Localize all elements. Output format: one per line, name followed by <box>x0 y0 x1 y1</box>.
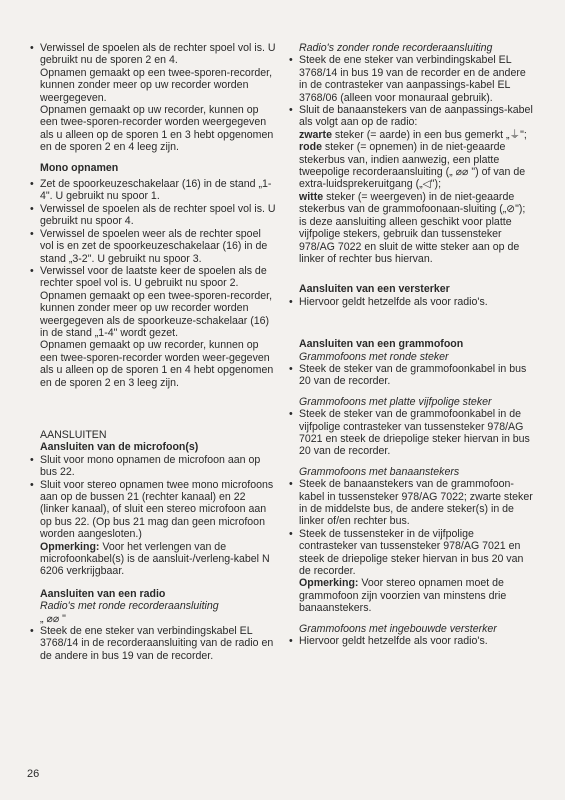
list-item: • Sluit voor stereo opnamen twee mono microfoons aan op de bussen 21 (rechter kanaal) en 22 (linker kanaal), of sluit een stereo microfoon aan op bus 22. (Op bus 21 mag dan geen microfoon worden aangesloten.) <box>30 479 276 541</box>
subheading: Radio's zonder ronde recorderaansluiting <box>299 42 493 54</box>
note-label: Opmerking: <box>40 540 100 553</box>
list-item: • Zet de spoorkeuzeschakelaar (16) in de stand „1-4". U gebruikt nu spoor 1. <box>30 178 276 203</box>
list-item: • Verwissel de spoelen als de rechter spoel vol is. U gebruikt nu de sporen 2 en 4. <box>30 42 276 67</box>
section-heading-microphone: Aansluiten van de microfoon(s) <box>40 441 199 454</box>
list-item: • Steek de steker van de grammofoonkabel in de vijfpolige contrasteker van tussensteker 978/AG 7021 en steek de driepolige steker hiervan in bus 20 van de recorder. <box>289 408 534 458</box>
paragraph: Opnamen gemaakt op uw recorder, kunnen op een twee-sporen-recorder worden weer-gegeven als u alleen op de sporen 1 en 4 hebt opgenomen en de sporen 2 en 3 leeg zijn. <box>40 339 274 389</box>
list-item: • Hiervoor geldt hetzelfde als voor radio's. <box>289 296 534 308</box>
note-label: Opmerking: <box>299 577 359 590</box>
wire-text: steker (= weergeven) in de niet-geaarde stekerbus van de grammofoonaan-sluiting („⊘"); is deze aansluiting alleen geschikt voor platte vijfpolige stekers, gebruik dan tussensteker 978/AG 7022 en sluit de witte steker aan op de linker of rechter bus hiervan. <box>299 190 526 265</box>
wire-white <box>289 191 534 265</box>
paragraph: Opnamen gemaakt op een twee-sporen-recorder, kunnen zonder meer op uw recorder worden weergegeven. <box>40 66 273 104</box>
subheading: Grammofoons met ingebouwde versterker <box>299 622 497 635</box>
list-item: • Steek de banaanstekers van de grammofoon-kabel in tussensteker 978/AG 7022; zwarte steker in de middelste bus, de andere steker(s) in de linker of/en rechter bus. <box>289 478 534 528</box>
wire-black <box>289 129 534 141</box>
section-heading-mono: Mono opnamen <box>40 161 119 174</box>
section-heading-radio: Aansluiten van een radio <box>40 587 166 600</box>
wire-text: steker (= opnemen) in de niet-geaarde stekerbus van, indien aanwezig, een platte tweepolige recorderaansluiting („ ⌀⌀ ") of van de extra-luidsprekeruitgang („◁"); <box>299 141 526 191</box>
chapter-title: AANSLUITEN <box>40 428 107 441</box>
list-item: • Steek de ene steker van verbindingskabel EL 3768/14 in bus 19 van de recorder en de andere in de contrasteker van aanpassings-kabel EL 3768/06 (alleen voor monauraal gebruik). <box>289 54 534 104</box>
subheading: Grammofoons met banaanstekers <box>299 465 460 478</box>
subheading: Grammofoons met platte vijfpolige steker <box>299 395 492 408</box>
note-text: Voor stereo opnamen moet de grammofoon zijn voorzien van minstens drie banaanstekers. <box>299 577 507 615</box>
note <box>289 577 534 614</box>
section-heading-amplifier: Aansluiten van een versterker <box>299 283 450 296</box>
list-item: • Verwissel voor de laatste keer de spoelen als de rechter spoel vol is. U gebruikt nu spoor 2. <box>30 265 276 290</box>
wire-label: zwarte <box>299 128 332 141</box>
list-item: • Steek de ene steker van verbindingskabel EL 3768/14 in de recorderaansluiting van de radio en de andere in bus 19 van de recorder. <box>30 625 276 662</box>
wire-red <box>289 141 534 191</box>
list-item: • Verwissel de spoelen weer als de rechter spoel vol is en zet de spoorkeuzeschakelaar (16) in de stand „3-2". U gebruikt nu spoor 3. <box>30 228 276 265</box>
connector-symbol: „ ⌀⌀ " <box>40 612 66 625</box>
list-item: • Sluit voor mono opnamen de microfoon aan op bus 22. <box>30 454 276 479</box>
wire-text: steker (= aarde) in een bus gemerkt „⏚"; <box>331 128 527 141</box>
section-heading-gramophone: Aansluiten van een grammofoon <box>299 338 464 351</box>
note <box>30 541 276 578</box>
list-item: • Steek de tussensteker in de vijfpolige contrasteker van tussensteker 978/AG 7021 en steek de driepolige steker hiervan in bus 20 van de recorder. <box>289 528 534 578</box>
page-number: 26 <box>27 768 40 780</box>
paragraph: Opnamen gemaakt op een twee-sporen-recorder, kunnen zonder meer op uw recorder worden weergegeven als de spoorkeuze-schakelaar (16) in de stand „1-4" wordt gezet. <box>40 289 273 339</box>
subheading: Grammofoons met ronde steker <box>299 350 449 363</box>
right-column <box>289 42 534 647</box>
list-item: • Sluit de banaanstekers van de aanpassings-kabel als volgt aan op de radio: <box>289 104 534 129</box>
wire-label: rode <box>299 141 322 154</box>
paragraph: Opnamen gemaakt op uw recorder, kunnen op een twee-sporen-recorder worden weergegeven als u alleen op de sporen 1 en 3 hebt opgenomen en de sporen 2 en 4 leeg zijn. <box>40 104 274 154</box>
list-item: • Hiervoor geldt hetzelfde als voor radio's. <box>289 635 534 647</box>
note-text: Voor het verlengen van de microfoonkabel(s) is de aansluit-/verleng-kabel N 6206 verkrijgbaar. <box>40 540 270 578</box>
subheading: Radio's met ronde recorderaansluiting <box>40 600 219 613</box>
list-item: • Verwissel de spoelen als de rechter spoel vol is. U gebruikt nu spoor 4. <box>30 203 276 228</box>
wire-label: witte <box>299 190 324 203</box>
list-item: • Steek de steker van de grammofoonkabel in bus 20 van de recorder. <box>289 363 534 388</box>
left-column <box>30 42 276 662</box>
